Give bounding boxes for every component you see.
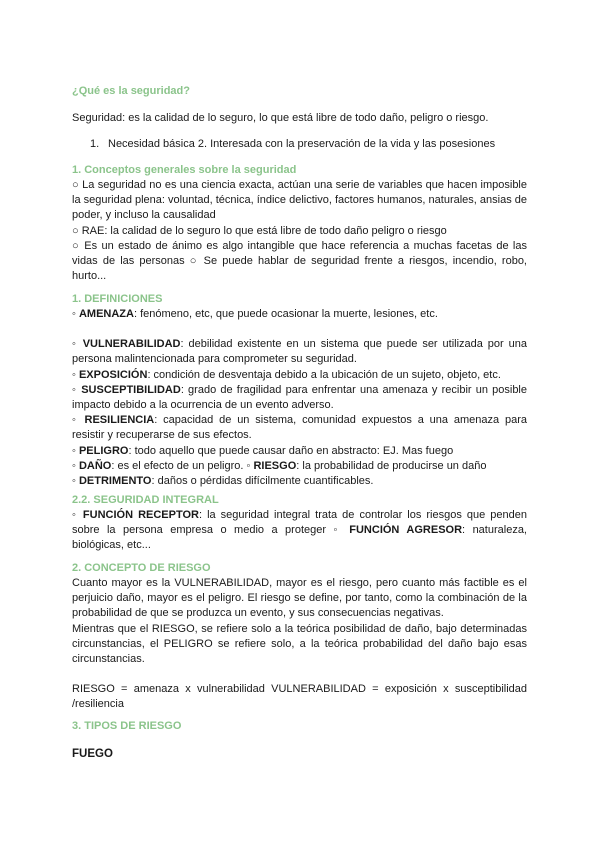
def-peligro-text: : todo aquello que puede causar daño en abstracto: EJ. Mas fuego	[128, 444, 454, 457]
blank-line	[72, 322, 527, 337]
blank-line	[72, 667, 527, 682]
section-heading-conceptos: 1. Conceptos generales sobre la seguridad	[72, 164, 297, 176]
term-vulnerabilidad: VULNERABILIDAD	[82, 338, 181, 351]
riesgo-paragraph-1: Cuanto mayor es la VULNERABILIDAD, mayor es el riesgo, pero cuanto más factible es el perjuicio daño, mayor es el peligro. El riesgo se define, por tanto, como la combinación de la probabilidad de que se produzca un evento, y sus consecuencias negativas.	[72, 577, 527, 620]
def-amenaza-text: : fenómeno, etc, que puede ocasionar la muerte, lesiones, etc.	[133, 308, 438, 320]
def-peligro: ◦ PELIGRO: todo aquello que puede causar daño en abstracto: EJ. Mas fuego	[72, 444, 454, 457]
term-funcion-receptor: FUNCIÓN RECEPTOR	[82, 509, 199, 521]
def-dano-text: : es el efecto de un peligro. ◦	[111, 459, 254, 472]
document-title: ¿Qué es la seguridad?	[72, 85, 190, 97]
section-conceptos-body	[72, 178, 527, 284]
conceptos-paragraph-1: ○ La seguridad no es una ciencia exacta, actúan una serie de variables que hacen imposible la seguridad plena: voluntad, técnica, índice delictivo, factores humanos, naturales, ansias de poder, y incluso la causalidad	[72, 179, 527, 222]
def-vulnerabilidad-text: : debilidad existente en un sistema que puede ser utilizada por una persona malintencionada para comprometer su seguridad.	[72, 338, 527, 366]
funcion-receptor-text: : la seguridad integral trata de controlar los riesgos que penden sobre la persona empresa o medio a proteger ◦	[72, 509, 527, 537]
def-exposicion: ◦ EXPOSICIÓN: condición de desventaja debido a la ubicación de un sujeto, objeto, etc.	[72, 368, 501, 381]
def-vulnerabilidad: ◦ VULNERABILIDAD: debilidad existente en un sistema que puede ser utilizada por una persona malintencionada para comprometer su seguridad.	[72, 338, 527, 366]
def-resiliencia: ◦ RESILIENCIA: capacidad de un sistema, comunidad expuestos a una amenaza para resistir y recuperarse de sus efectos.	[72, 414, 527, 442]
term-funcion-agresor: FUNCIÓN AGRESOR	[349, 524, 463, 537]
section-definiciones-body	[72, 307, 527, 489]
conceptos-paragraph-3: ○ Es un estado de ánimo es algo intangible que hace referencia a muchas facetas de las vidas de las personas ○ Se puede hablar de seguridad frente a riesgos, incendio, robo, hurto...	[72, 239, 527, 283]
funcion-agresor-text: : naturaleza, biológicas, etc...	[72, 524, 527, 552]
conceptos-paragraph-2: ○ RAE: la calidad de lo seguro lo que está libre de todo daño peligro o riesgo	[72, 224, 447, 237]
list-number: 1.	[90, 138, 100, 150]
numbered-list-item	[72, 137, 545, 152]
intro-paragraph: Seguridad: es la calidad de lo seguro, lo que está libre de todo daño, peligro o riesgo.	[72, 112, 489, 124]
def-amenaza: ◦ AMENAZA: fenómeno, etc, que puede ocasionar la muerte, lesiones, etc.	[72, 308, 438, 320]
integral-paragraph: ◦ FUNCIÓN RECEPTOR: la seguridad integral trata de controlar los riesgos que penden sobre la persona empresa o medio a proteger ◦ FUNCIÓN AGRESOR: naturaleza, biológicas, etc...	[72, 509, 527, 552]
def-susceptibilidad-text: : grado de fragilidad para enfrentar una amenaza y recibir un posible impacto debido a la ocurrencia de un evento adverso.	[72, 383, 527, 412]
term-dano: DAÑO	[78, 459, 112, 472]
term-amenaza: AMENAZA	[78, 308, 134, 320]
term-resiliencia: RESILIENCIA	[84, 414, 155, 427]
section-heading-tipos-riesgo: 3. TIPOS DE RIESGO	[72, 720, 182, 732]
def-resiliencia-text: : capacidad de un sistema, comunidad expuestos a una amenaza para resistir y recuperarse de sus efectos.	[72, 414, 527, 442]
term-exposicion: EXPOSICIÓN	[78, 368, 148, 381]
section-heading-definiciones: 1. DEFINICIONES	[72, 293, 163, 305]
riesgo-formula: RIESGO = amenaza x vulnerabilidad VULNERABILIDAD = exposición x susceptibilidad /resiliencia	[72, 683, 527, 711]
term-riesgo: RIESGO	[253, 459, 297, 472]
list-item-text: Necesidad básica 2. Interesada con la preservación de la vida y las posesiones	[108, 138, 496, 150]
def-detrimento-text: : daños o pérdidas difícilmente cuantificables.	[151, 475, 374, 488]
section-heading-seguridad-integral: 2.2. SEGURIDAD INTEGRAL	[72, 494, 219, 506]
section-heading-concepto-riesgo: 2. CONCEPTO DE RIESGO	[72, 562, 211, 574]
subheading-fuego: FUEGO	[72, 748, 113, 760]
term-peligro: PELIGRO	[78, 444, 129, 457]
term-detrimento: DETRIMENTO	[78, 475, 152, 488]
def-dano-riesgo: ◦ DAÑO: es el efecto de un peligro. ◦ RIESGO: la probabilidad de producirse un daño	[72, 459, 487, 472]
def-detrimento: ◦ DETRIMENTO: daños o pérdidas difícilmente cuantificables.	[72, 475, 374, 488]
riesgo-paragraph-2: Mientras que el RIESGO, se refiere solo a la teórica posibilidad de daño, bajo determinadas circunstancias, el PELIGRO se refiere solo, a la teórica probabilidad del daño bajo esas circunstancias.	[72, 622, 527, 666]
section-concepto-riesgo-body	[72, 576, 527, 713]
section-seguridad-integral-body	[72, 508, 527, 554]
def-exposicion-text: : condición de desventaja debido a la ubicación de un sujeto, objeto, etc.	[147, 368, 501, 381]
def-susceptibilidad: ◦ SUSCEPTIBILIDAD: grado de fragilidad para enfrentar una amenaza y recibir un posible impacto debido a la ocurrencia de un evento adverso.	[72, 383, 527, 412]
term-susceptibilidad: SUSCEPTIBILIDAD	[81, 383, 181, 396]
def-riesgo-text: : la probabilidad de producirse un daño	[296, 459, 487, 472]
